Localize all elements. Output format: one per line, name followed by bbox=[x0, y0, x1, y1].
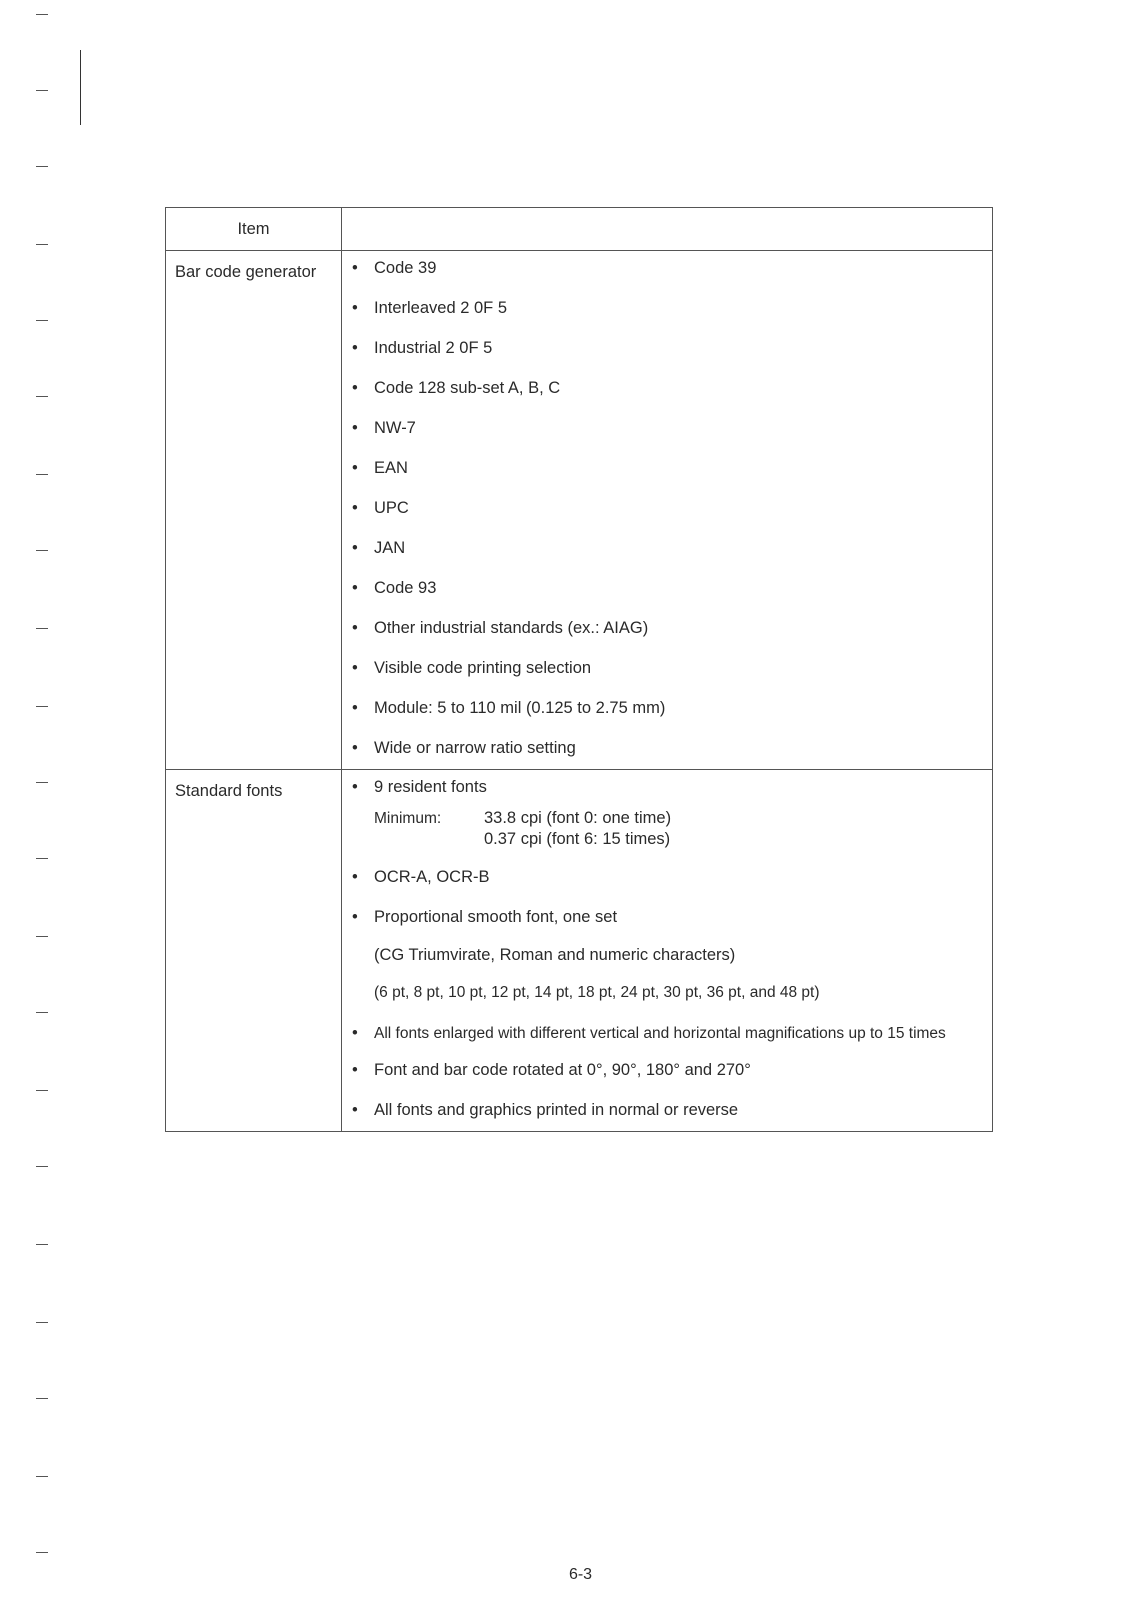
list-note: (6 pt, 8 pt, 10 pt, 12 pt, 14 pt, 18 pt, 24 pt, 30 pt, 36 pt, and 48 pt) bbox=[374, 984, 820, 1001]
margin-tick bbox=[36, 1166, 48, 1167]
list-item: • All fonts enlarged with different vertical and horizontal magnifications up to 15 times bbox=[352, 1024, 946, 1042]
bullet-icon: • bbox=[352, 739, 358, 757]
margin-tick bbox=[36, 550, 48, 551]
bullet-icon: • bbox=[352, 778, 358, 796]
margin-tick bbox=[36, 1244, 48, 1245]
list-item: • Visible code printing selection bbox=[352, 659, 592, 677]
margin-tick bbox=[36, 858, 48, 859]
list-item: • OCR-A, OCR-B bbox=[352, 868, 490, 886]
margin-tick bbox=[36, 1552, 48, 1553]
bar-code-list bbox=[342, 251, 992, 769]
specification-table bbox=[165, 207, 993, 1132]
bullet-icon: • bbox=[352, 1061, 358, 1079]
bullet-icon: • bbox=[352, 259, 358, 277]
item-column-header: Item bbox=[166, 208, 342, 251]
minimum-value: 33.8 cpi (font 0: one time) bbox=[484, 809, 672, 827]
margin-tick bbox=[36, 628, 48, 629]
minimum-label: Minimum: bbox=[374, 810, 442, 827]
bullet-icon: • bbox=[352, 339, 358, 357]
standard-fonts-list bbox=[342, 770, 992, 1131]
table-header-row bbox=[166, 208, 993, 251]
list-item: • Other industrial standards (ex.: AIAG) bbox=[352, 619, 649, 637]
minimum-cpi-block bbox=[342, 808, 992, 850]
bullet-icon: • bbox=[352, 868, 358, 886]
bullet-icon: • bbox=[352, 499, 358, 517]
margin-tick bbox=[36, 14, 48, 15]
list-item: • Proportional smooth font, one set bbox=[352, 908, 618, 926]
margin-tick bbox=[36, 706, 48, 707]
bullet-icon: • bbox=[352, 579, 358, 597]
page-number: 6-3 bbox=[568, 1566, 593, 1583]
bullet-icon: • bbox=[352, 539, 358, 557]
margin-tick bbox=[36, 396, 48, 397]
list-item: • Interleaved 2 0F 5 bbox=[352, 299, 507, 317]
margin-tick bbox=[36, 936, 48, 937]
list-item: • EAN bbox=[352, 459, 408, 477]
list-item: • Wide or narrow ratio setting bbox=[352, 739, 576, 757]
list-item: • Code 128 sub-set A, B, C bbox=[352, 379, 561, 397]
bullet-icon: • bbox=[352, 419, 358, 437]
table-row-standard-fonts bbox=[166, 770, 993, 1132]
bullet-icon: • bbox=[352, 659, 358, 677]
list-note: (CG Triumvirate, Roman and numeric characters) bbox=[374, 946, 736, 964]
bullet-icon: • bbox=[352, 619, 358, 637]
content-column-header bbox=[342, 208, 993, 251]
bullet-icon: • bbox=[352, 908, 358, 926]
bullet-icon: • bbox=[352, 459, 358, 477]
bullet-icon: • bbox=[352, 379, 358, 397]
row-label-standard-fonts: Standard fonts bbox=[175, 782, 283, 800]
margin-tick bbox=[36, 244, 48, 245]
list-item: • Code 93 bbox=[352, 579, 437, 597]
list-item: • All fonts and graphics printed in normal or reverse bbox=[352, 1101, 739, 1119]
margin-tick bbox=[36, 1090, 48, 1091]
margin-tick bbox=[36, 474, 48, 475]
list-item: • 9 resident fonts bbox=[352, 778, 487, 796]
margin-tick bbox=[36, 90, 48, 91]
list-item: • Module: 5 to 110 mil (0.125 to 2.75 mm) bbox=[352, 699, 666, 717]
list-item: • Industrial 2 0F 5 bbox=[352, 339, 493, 357]
row-label-bar-code-generator: Bar code generator bbox=[175, 263, 317, 281]
bullet-icon: • bbox=[352, 699, 358, 717]
margin-tick bbox=[36, 782, 48, 783]
list-item: • UPC bbox=[352, 499, 409, 517]
margin-tick bbox=[36, 1012, 48, 1013]
margin-tick bbox=[36, 166, 48, 167]
list-item: • Font and bar code rotated at 0°, 90°, 180° and 270° bbox=[352, 1061, 751, 1079]
margin-tick bbox=[36, 1398, 48, 1399]
margin-tick bbox=[36, 1476, 48, 1477]
bullet-icon: • bbox=[352, 1101, 358, 1119]
margin-tick bbox=[36, 320, 48, 321]
list-item: • JAN bbox=[352, 539, 406, 557]
margin-tick bbox=[36, 1322, 48, 1323]
bullet-icon: • bbox=[352, 1024, 358, 1042]
margin-bar bbox=[80, 50, 81, 125]
list-item: • NW-7 bbox=[352, 419, 416, 437]
list-item: • Code 39 bbox=[352, 259, 437, 277]
bullet-icon: • bbox=[352, 299, 358, 317]
table-row-bar-code-generator bbox=[166, 251, 993, 770]
minimum-value: 0.37 cpi (font 6: 15 times) bbox=[484, 830, 671, 848]
